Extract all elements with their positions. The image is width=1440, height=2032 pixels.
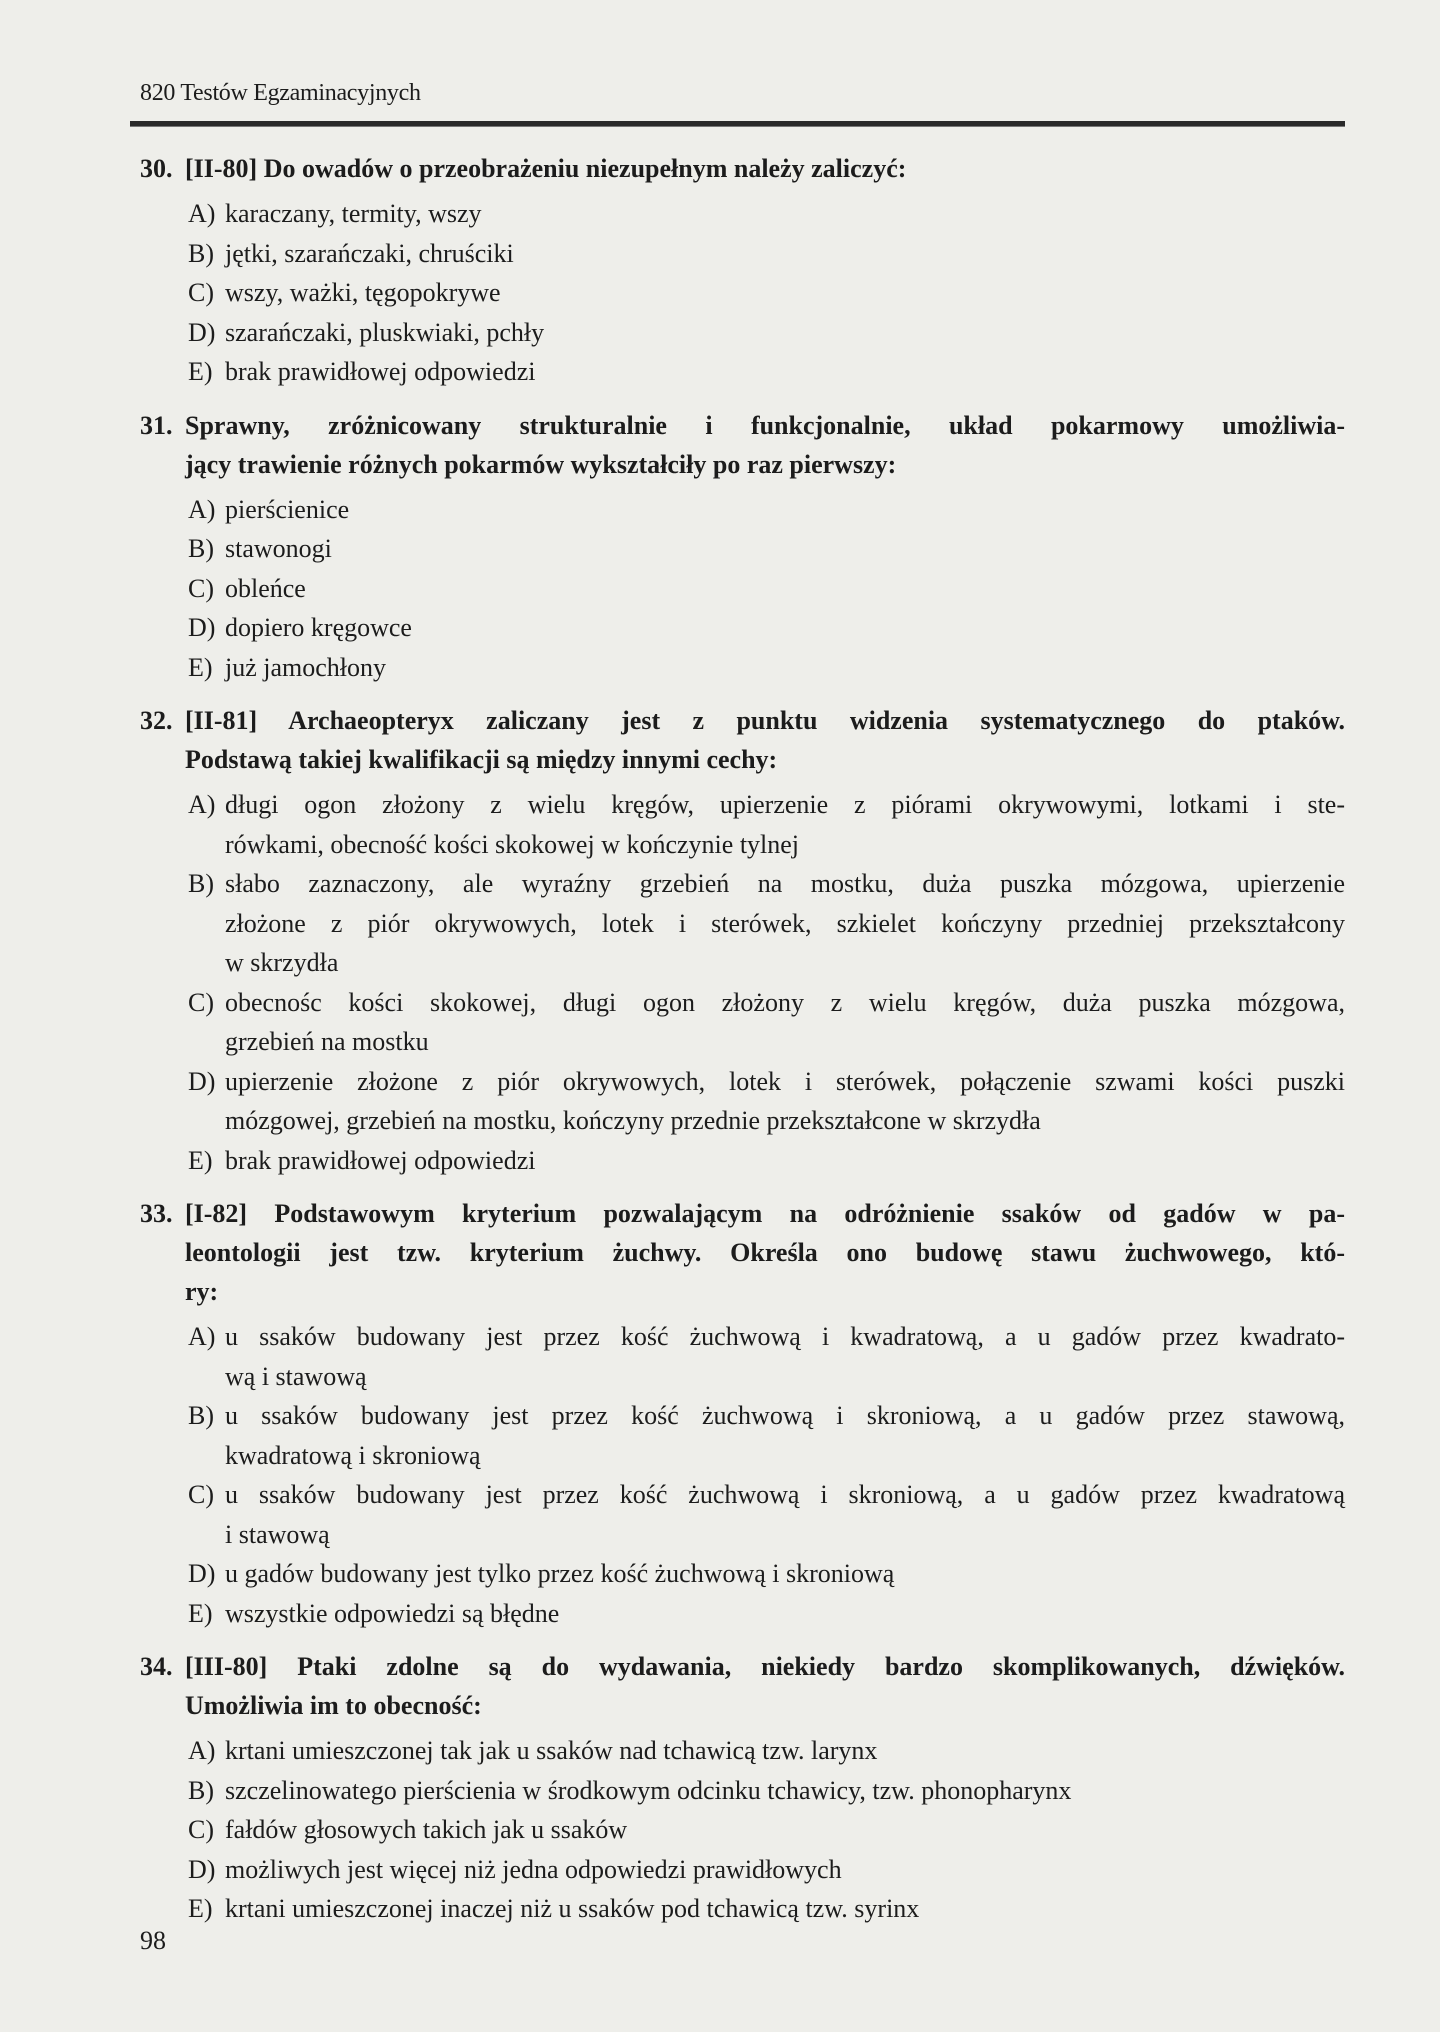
question-stem xyxy=(140,406,1345,484)
option-letter: D) xyxy=(188,1066,216,1096)
question-text-line: ry: xyxy=(185,1277,219,1306)
option-text-line: fałdów głosowych takich jak u ssaków xyxy=(225,1815,628,1844)
option-text-line: szczelinowatego pierścienia w środkowym odcinku tchawicy, tzw. phonopharynx xyxy=(225,1775,1072,1805)
option-letter: B) xyxy=(188,238,214,268)
option-letter: A) xyxy=(188,199,216,228)
option-letter: C) xyxy=(188,573,214,603)
option-letter: A) xyxy=(188,494,216,524)
option-text-line: u ssaków budowany jest przez kość żuchwową i skroniową, a u gadów przez kwadratową xyxy=(225,1480,1345,1509)
option-text-line: karaczany, termity, wszy xyxy=(225,199,482,228)
option-text xyxy=(225,1594,1345,1634)
option-text-line: rówkami, obecność kości skokowej w kończynie tylnej xyxy=(225,829,800,859)
question-text-line: Sprawny, zróżnicowany strukturalnie i funkcjonalnie, układ pokarmowy umożliwia- xyxy=(185,410,1345,440)
option-text-line: obleńce xyxy=(225,573,306,603)
option-text xyxy=(225,1141,1345,1181)
header-rule xyxy=(130,121,1345,127)
question-number: 30. xyxy=(140,154,173,183)
option-letter: C) xyxy=(188,987,214,1017)
page-number: 98 xyxy=(140,1926,166,1955)
option-text xyxy=(225,352,1345,392)
option-text-line: brak prawidłowej odpowiedzi xyxy=(225,1145,536,1175)
option-text xyxy=(225,313,1345,353)
question-number: 34. xyxy=(140,1652,173,1681)
question-number: 33. xyxy=(140,1199,173,1228)
option-text-line: brak prawidłowej odpowiedzi xyxy=(225,357,536,386)
option-text xyxy=(225,1850,1345,1890)
option-text xyxy=(225,1317,1345,1396)
option-letter: D) xyxy=(188,1854,216,1884)
option-letter: D) xyxy=(188,613,216,642)
question-text-line: Podstawą takiej kwalifikacji są między innymi cechy: xyxy=(185,745,778,774)
option-text xyxy=(225,194,1345,234)
question-text xyxy=(185,406,1345,484)
option-letter: A) xyxy=(188,1322,216,1351)
answer-option-c xyxy=(188,273,1345,313)
option-text-line: mózgowej, grzebień na mostku, kończyny przednie przekształcone w skrzydła xyxy=(225,1106,1041,1135)
option-letter: C) xyxy=(188,1480,214,1509)
option-text xyxy=(225,234,1345,274)
question-31 xyxy=(140,406,1345,688)
option-text-line: i stawową xyxy=(225,1519,330,1549)
option-text xyxy=(225,529,1345,569)
question-text-line: jący trawienie różnych pokarmów wykształciły po raz pierwszy: xyxy=(185,449,897,479)
option-text-line: wszy, ważki, tęgopokrywe xyxy=(225,278,501,307)
question-text-line: [III-80] Ptaki zdolne są do wydawania, niekiedy bardzo skomplikowanych, dźwięków. xyxy=(185,1652,1345,1681)
answer-option-e xyxy=(188,352,1345,392)
option-text-line: krtani umieszczonej tak jak u ssaków nad tchawicą tzw. larynx xyxy=(225,1736,878,1765)
option-text xyxy=(225,785,1345,864)
option-letter: A) xyxy=(188,790,216,819)
option-text-line: słabo zaznaczony, ale wyraźny grzebień na mostku, duża puszka mózgowa, upierzenie xyxy=(225,869,1345,898)
answer-option-b xyxy=(188,529,1345,569)
answer-option-c xyxy=(188,569,1345,609)
answer-option-e xyxy=(188,1594,1345,1634)
answer-option-c xyxy=(188,983,1345,1062)
answer-option-b xyxy=(188,1771,1345,1811)
question-33 xyxy=(140,1194,1345,1633)
answer-option-b xyxy=(188,864,1345,983)
option-text xyxy=(225,608,1345,648)
option-text-line: długi ogon złożony z wielu kręgów, upierzenie z piórami okrywowymi, lotkami i ste- xyxy=(225,790,1345,819)
option-text xyxy=(225,569,1345,609)
option-text xyxy=(225,1771,1345,1811)
question-text xyxy=(185,1647,1345,1725)
answer-option-d xyxy=(188,313,1345,353)
answer-option-a xyxy=(188,194,1345,234)
answer-option-b xyxy=(188,234,1345,274)
option-text-line: już jamochłony xyxy=(225,652,387,682)
answer-option-a xyxy=(188,785,1345,864)
question-30 xyxy=(140,149,1345,392)
option-text-line: kwadratową i skroniową xyxy=(225,1440,481,1470)
option-letter: B) xyxy=(188,534,214,563)
option-text xyxy=(225,273,1345,313)
question-stem xyxy=(140,1194,1345,1311)
option-text xyxy=(225,490,1345,530)
option-letter: D) xyxy=(188,317,216,347)
option-text-line: u ssaków budowany jest przez kość żuchwową i skroniową, a u gadów przez stawową, xyxy=(225,1401,1345,1430)
option-text-line: wszystkie odpowiedzi są błędne xyxy=(225,1598,560,1628)
question-text-line: [II-80] Do owadów o przeobrażeniu niezupełnym należy zaliczyć: xyxy=(185,154,907,183)
answer-option-c xyxy=(188,1475,1345,1554)
running-header: 820 Testów Egzaminacyjnych xyxy=(140,80,421,106)
option-letter: A) xyxy=(188,1736,216,1765)
question-text-line: Umożliwia im to obecność: xyxy=(185,1691,482,1720)
question-stem xyxy=(140,701,1345,779)
option-text-line: możliwych jest więcej niż jedna odpowiedzi prawidłowych xyxy=(225,1854,842,1884)
option-letter: E) xyxy=(188,357,213,386)
option-text-line: w skrzydła xyxy=(225,948,339,977)
option-text xyxy=(225,983,1345,1062)
question-text xyxy=(185,149,1345,188)
option-letter: D) xyxy=(188,1559,216,1588)
option-letter: E) xyxy=(188,652,213,682)
option-letter: E) xyxy=(188,1598,213,1628)
option-text xyxy=(225,1396,1345,1475)
question-text-line: [I-82] Podstawowym kryterium pozwalającym na odróżnienie ssaków od gadów w pa- xyxy=(185,1199,1345,1228)
option-text xyxy=(225,864,1345,983)
option-text xyxy=(225,1062,1345,1141)
option-text-line: grzebień na mostku xyxy=(225,1027,429,1056)
answer-option-a xyxy=(188,1317,1345,1396)
option-text-line: stawonogi xyxy=(225,534,332,563)
answer-option-d xyxy=(188,608,1345,648)
option-text-line: pierścienice xyxy=(225,494,350,524)
question-number: 32. xyxy=(140,706,173,735)
option-letter: B) xyxy=(188,869,214,898)
question-stem xyxy=(140,1647,1345,1725)
question-list xyxy=(140,149,1345,1943)
answer-option-d xyxy=(188,1554,1345,1594)
option-text-line: jętki, szarańczaki, chruściki xyxy=(225,238,514,268)
option-letter: E) xyxy=(188,1894,213,1923)
option-text-line: upierzenie złożone z piór okrywowych, lotek i sterówek, połączenie szwami kości puszki xyxy=(225,1066,1345,1096)
question-text xyxy=(185,1194,1345,1311)
option-text xyxy=(225,1810,1345,1850)
option-text xyxy=(225,648,1345,688)
question-text xyxy=(185,701,1345,779)
option-text-line: obecnośc kości skokowej, długi ogon złożony z wielu kręgów, duża puszka mózgowa, xyxy=(225,987,1345,1017)
option-text-line: krtani umieszczonej inaczej niż u ssaków pod tchawicą tzw. syrinx xyxy=(225,1894,920,1923)
answer-option-d xyxy=(188,1850,1345,1890)
option-text xyxy=(225,1554,1345,1594)
option-text xyxy=(225,1475,1345,1554)
question-stem xyxy=(140,149,1345,188)
answer-option-e xyxy=(188,1141,1345,1181)
question-number: 31. xyxy=(140,410,173,440)
answer-option-e xyxy=(188,648,1345,688)
answer-option-c xyxy=(188,1810,1345,1850)
answer-option-e xyxy=(188,1889,1345,1929)
option-text-line: wą i stawową xyxy=(225,1361,367,1391)
answer-option-d xyxy=(188,1062,1345,1141)
option-letter: B) xyxy=(188,1775,214,1805)
question-text-line: leontologii jest tzw. kryterium żuchwy. Określa ono budowę stawu żuchwowego, któ- xyxy=(185,1238,1345,1267)
option-letter: C) xyxy=(188,278,214,307)
answer-option-b xyxy=(188,1396,1345,1475)
option-text-line: złożone z piór okrywowych, lotek i sterówek, szkielet kończyny przedniej przekształcony xyxy=(225,908,1345,938)
option-text-line: dopiero kręgowce xyxy=(225,613,412,642)
answer-option-a xyxy=(188,1731,1345,1771)
question-text-line: [II-81] Archaeopteryx zaliczany jest z punktu widzenia systematycznego do ptaków. xyxy=(185,706,1345,735)
option-letter: B) xyxy=(188,1401,214,1430)
option-text-line: szarańczaki, pluskwiaki, pchły xyxy=(225,317,545,347)
option-letter: E) xyxy=(188,1145,213,1175)
option-letter: C) xyxy=(188,1815,214,1844)
option-text-line: u gadów budowany jest tylko przez kość żuchwową i skroniową xyxy=(225,1559,895,1588)
option-text xyxy=(225,1889,1345,1929)
option-text xyxy=(225,1731,1345,1771)
answer-option-a xyxy=(188,490,1345,530)
option-text-line: u ssaków budowany jest przez kość żuchwową i kwadratową, a u gadów przez kwadrato- xyxy=(225,1322,1345,1351)
question-34 xyxy=(140,1647,1345,1929)
question-32 xyxy=(140,701,1345,1180)
